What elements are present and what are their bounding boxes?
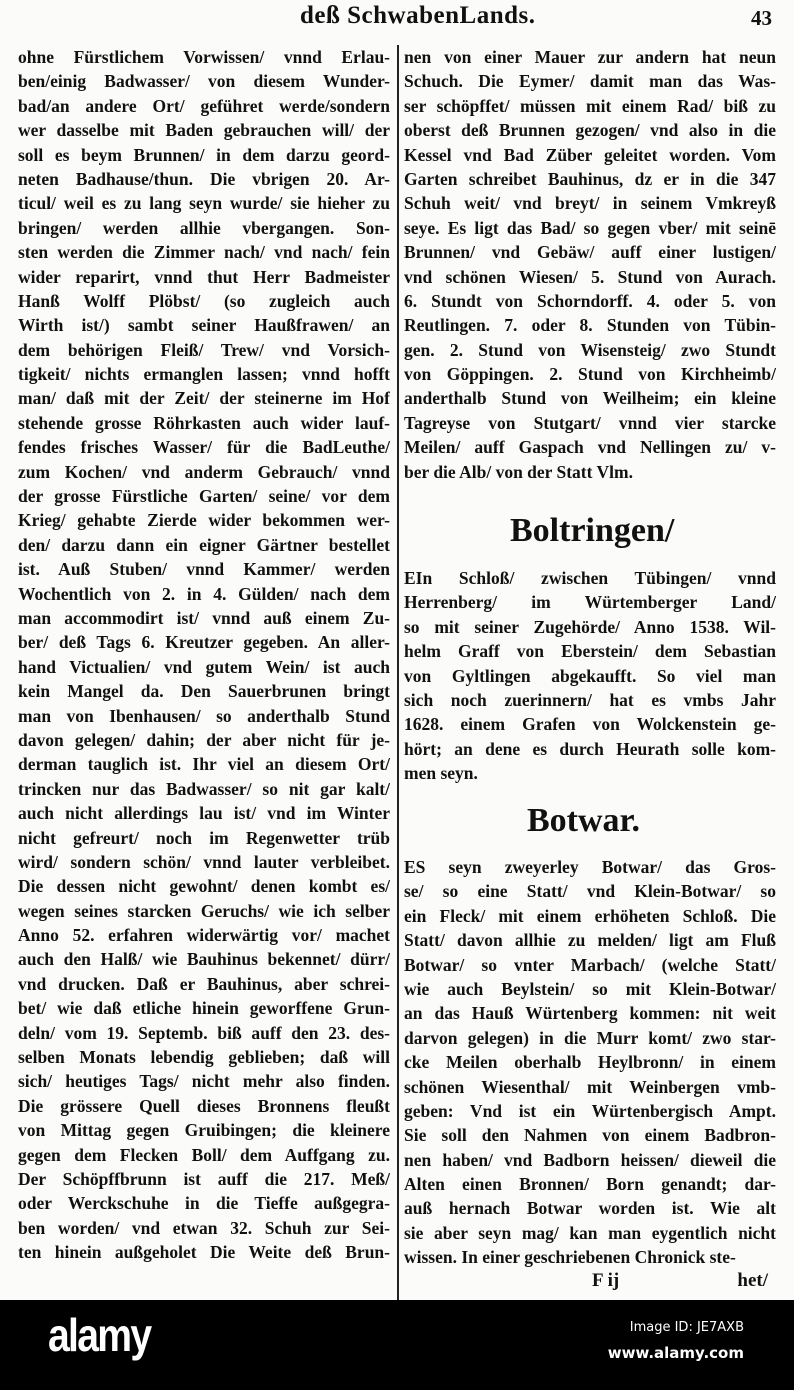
text-line: oberst deß Brunnen gezogen/ vnd also in die	[404, 120, 776, 141]
text-line: an das Hauß Würtenberg kommen: nit weit	[404, 1003, 776, 1024]
text-line: wegen seines starcken Geruchs/ wie ich selber	[18, 900, 390, 921]
text-line: nen von einer Mauer zur andern hat neun	[404, 47, 776, 67]
text-line: oder Werckschuhe in die Tieffe außgegra-	[18, 1193, 390, 1214]
text-line: Meilen/ auff Gaspach vnd Nellingen zu/ v-	[404, 437, 776, 458]
text-line: ben worden/ vnd etwan 32. Schuh zur Sei-	[18, 1217, 390, 1238]
text-line: 6. Stundt von Schorndorff. 4. oder 5. von	[404, 290, 776, 311]
text-line: auch nicht allerdings lau ist/ vnd im Winter	[18, 803, 390, 824]
text-line: ten hinein außgeholet Die Weite deß Brun-	[18, 1242, 390, 1263]
text-line: von Gyltlingen abgekaufft. So viel man	[404, 665, 776, 686]
right-column-block-boltringen	[404, 566, 776, 786]
text-line: wider reparirt, vnnd thut Herr Badmeister	[18, 266, 390, 287]
text-line: nicht gefreurt/ noch im Regenwetter trüb	[18, 827, 390, 848]
text-line: Herrenberg/ im Würtemberger Land/	[404, 592, 776, 613]
text-line: wissen. In einer geschriebenen Chronick ste-	[404, 1247, 736, 1268]
text-line: geben: Vnd ist ein Würtenbergisch Ampt.	[404, 1100, 776, 1121]
text-line: Kessel vnd Bad Züber geleitet worden. Vom	[404, 144, 776, 165]
text-line: wird/ sondern schön/ vnnd lauter verbleibet.	[18, 851, 390, 872]
text-line: ticul/ weil es zu lang seyn wurde/ sie hieher zu	[18, 193, 390, 214]
text-line: wie auch Beylstein/ so mit Klein-Botwar/	[404, 978, 776, 999]
column-divider	[397, 45, 399, 1300]
text-line: nen haben/ vnd Badborn heissen/ dieweil die	[404, 1149, 776, 1170]
text-line: dem behörigen Fleiß/ Trew/ vnd Vorsich-	[18, 339, 390, 360]
text-line: gen. 2. Stund von Wisensteig/ zwo Stundt	[404, 339, 776, 360]
text-line: bringen/ werden allhie vbergangen. Son-	[18, 217, 390, 238]
text-line: Die dessen nicht gewohnt/ denen kombt es/	[18, 876, 390, 897]
text-line: von Mittag gegen Gruibingen; die kleinere	[18, 1120, 390, 1141]
text-line: bad/an andere Ort/ geführet werde/sondern	[18, 95, 390, 116]
text-line: man von Ibenhausen/ so anderthalb Stund	[18, 705, 390, 726]
text-line: Der Schöpffbrunn ist auff die 217. Meß/	[18, 1168, 390, 1189]
text-line: fendes frisches Wasser/ für die BadLeuthe/	[18, 437, 390, 458]
text-line: Anno 52. erfahren widerwärtig vor/ machet	[18, 925, 390, 946]
text-line: hört; an dene es durch Heurath solle kom-	[404, 738, 776, 759]
catchword: het/	[737, 1270, 768, 1291]
text-line: stehende grosse Röhrkasten auch wider lauf-	[18, 412, 390, 433]
text-line: sich noch zuerinnern/ hat es vmbs Jahr	[404, 689, 776, 710]
text-line: kein Mangel da. Den Sauerbrunen bringt	[18, 681, 390, 702]
section-heading-boltringen: Boltringen/	[510, 512, 675, 549]
text-line: Statt/ davon allhie zu melden/ ligt am Fluß	[404, 930, 776, 951]
text-line: von Göppingen. 2. Stund von Kirchheimb/	[404, 364, 776, 385]
text-line: gegen dem Flecken Boll/ dem Auffgang zu.	[18, 1144, 390, 1165]
text-line: ES seyn zweyerley Botwar/ das Gros-	[404, 857, 776, 877]
text-line: der grosse Fürstliche Garten/ seine/ vor dem	[18, 486, 390, 507]
section-heading-botwar: Botwar.	[527, 802, 641, 839]
signature-mark: F ij	[592, 1270, 620, 1291]
text-line: ben/einig Badwasser/ von diesem Wunder-	[18, 71, 390, 92]
page-number: 43	[751, 6, 772, 30]
text-line: Botwar/ so vnter Marbach/ (welche Statt/	[404, 954, 776, 975]
text-line: EIn Schloß/ zwischen Tübingen/ vnnd	[404, 568, 776, 588]
text-line: Schuh weit/ vnd breyt/ in seinem Vmkreyß	[404, 193, 776, 214]
text-line: Schuch. Die Eymer/ damit man das Was-	[404, 71, 776, 92]
text-line: Brunnen/ vnd Gebäw/ auff einer lustigen/	[404, 242, 776, 263]
text-line: trincken nur das Badwasser/ so nit gar kalt/	[18, 778, 390, 799]
text-line: wer dasselbe mit Baden gebrauchen will/ der	[18, 120, 390, 141]
text-line: tigkeit/ nichts ermanglen lassen; vnnd hofft	[18, 364, 390, 385]
text-line: ser schöpffet/ müssen mit einem Rad/ biß zu	[404, 95, 776, 116]
text-line: anderthalb Stund von Weilheim; ein kleine	[404, 388, 776, 409]
watermark-band	[0, 1300, 794, 1390]
text-line: ber/ deß Tags 6. Kreutzer gegeben. An aller-	[18, 632, 390, 653]
text-line: Alten einen Bronnen/ Born genandt; dar-	[404, 1174, 776, 1195]
text-line: vnd schönen Wiesen/ 5. Stund von Aurach.	[404, 266, 776, 287]
text-line: Sie soll den Nahmen von einem Badbron-	[404, 1125, 776, 1146]
text-line: sich/ heutiges Tags/ nicht mehr also finden.	[18, 1071, 390, 1092]
alamy-logo: alamy	[48, 1309, 151, 1361]
text-line: se/ so eine Statt/ vnd Klein-Botwar/ so	[404, 881, 776, 902]
text-line: Wirth ist/) sambt seiner Haußfrawen/ an	[18, 315, 390, 336]
text-line: ist. Auß Stuben/ vnnd Kammer/ werden	[18, 559, 390, 580]
text-line: den/ darzu dann ein eigner Gärtner bestellet	[18, 534, 390, 555]
text-line: Die grössere Quell dieses Bronnens fleußt	[18, 1095, 390, 1116]
text-line: bet/ wie daß etliche hinein geworffene Grun-	[18, 998, 390, 1019]
text-line: auch den Halß/ wie Bauhinus bekennet/ dürr/	[18, 949, 390, 970]
text-line: vnd drucken. Daß er Bauhinus, aber schrei-	[18, 973, 390, 994]
text-line: ohne Fürstlichem Vorwissen/ vnnd Erlau-	[18, 47, 390, 67]
text-line: man/ daß mit der Zeit/ der steinerne im Hof	[18, 388, 390, 409]
text-line: man accommodirt ist/ vnnd auß einem Zu-	[18, 607, 390, 628]
text-line: so mit seiner Zugehörde/ Anno 1538. Wil-	[404, 616, 776, 637]
text-line: deln/ vom 19. Septemb. biß auff den 23. des-	[18, 1022, 390, 1043]
text-line: davon gelegen/ dahin; der aber nicht für je-	[18, 729, 390, 750]
text-line: Garten schreibet Bauhinus, dz er in die 347	[404, 168, 776, 189]
text-line: auß hernach Botwar worden ist. Wie alt	[404, 1198, 776, 1219]
text-line: Tagreyse von Stutgart/ vnnd vier starcke	[404, 412, 776, 433]
text-line: seye. Es ligt das Bad/ so gegen vber/ mit seinē	[404, 217, 776, 238]
text-line: Reutlingen. 7. oder 8. Stunden von Tübin-	[404, 315, 776, 336]
text-line: cke Meilen oberhalb Heylbronn/ in einem	[404, 1052, 776, 1073]
text-line: 1628. einem Grafen von Wolckenstein ge-	[404, 714, 776, 735]
watermark-url: www.alamy.com	[607, 1344, 744, 1362]
text-line: ein Fleck/ mit einem erhöheten Schloß. Die	[404, 905, 776, 926]
image-id: Image ID: JE7AXB	[629, 1320, 744, 1335]
running-title: deß SchwabenLands.	[300, 2, 536, 29]
text-line: schönen Wiesenthal/ mit Weinbergen vmb-	[404, 1076, 776, 1097]
right-column-block-botwar	[404, 855, 776, 1270]
text-line: Hanß Wolff Plöbst/ (so zugleich auch	[18, 290, 390, 311]
text-line: hand Victualien/ vnd gutem Wein/ ist auch	[18, 656, 390, 677]
text-line: darvon gelegen) in die Murr komt/ zwo star-	[404, 1027, 776, 1048]
text-line: sie aber seyn mag/ kan man eygentlich nicht	[404, 1222, 776, 1243]
text-line: men seyn.	[404, 763, 478, 784]
text-line: ber die Alb/ von der Statt Vlm.	[404, 461, 633, 482]
text-line: selben Monats lebendig geblieben; daß will	[18, 1047, 390, 1068]
text-line: neten Badhause/thun. Die vbrigen 20. Ar-	[18, 168, 390, 189]
text-line: Wochentlich von 2. in 4. Gülden/ nach dem	[18, 583, 390, 604]
text-line: soll es beym Brunnen/ in dem darzu geord-	[18, 144, 390, 165]
text-line: derman tauglich ist. Ihr viel an diesem Ort/	[18, 754, 390, 775]
left-column	[18, 45, 390, 1265]
right-column-block-1	[404, 45, 776, 484]
text-line: zum Kochen/ vnd anderm Gebrauch/ vnnd	[18, 461, 390, 482]
text-line: sten werden die Zimmer nach/ vnd nach/ fein	[18, 242, 390, 263]
text-line: Krieg/ gehabte Zierde wider bekommen wer-	[18, 510, 390, 531]
text-line: helm Graff von Eberstein/ dem Sebastian	[404, 641, 776, 662]
running-header	[0, 2, 794, 38]
